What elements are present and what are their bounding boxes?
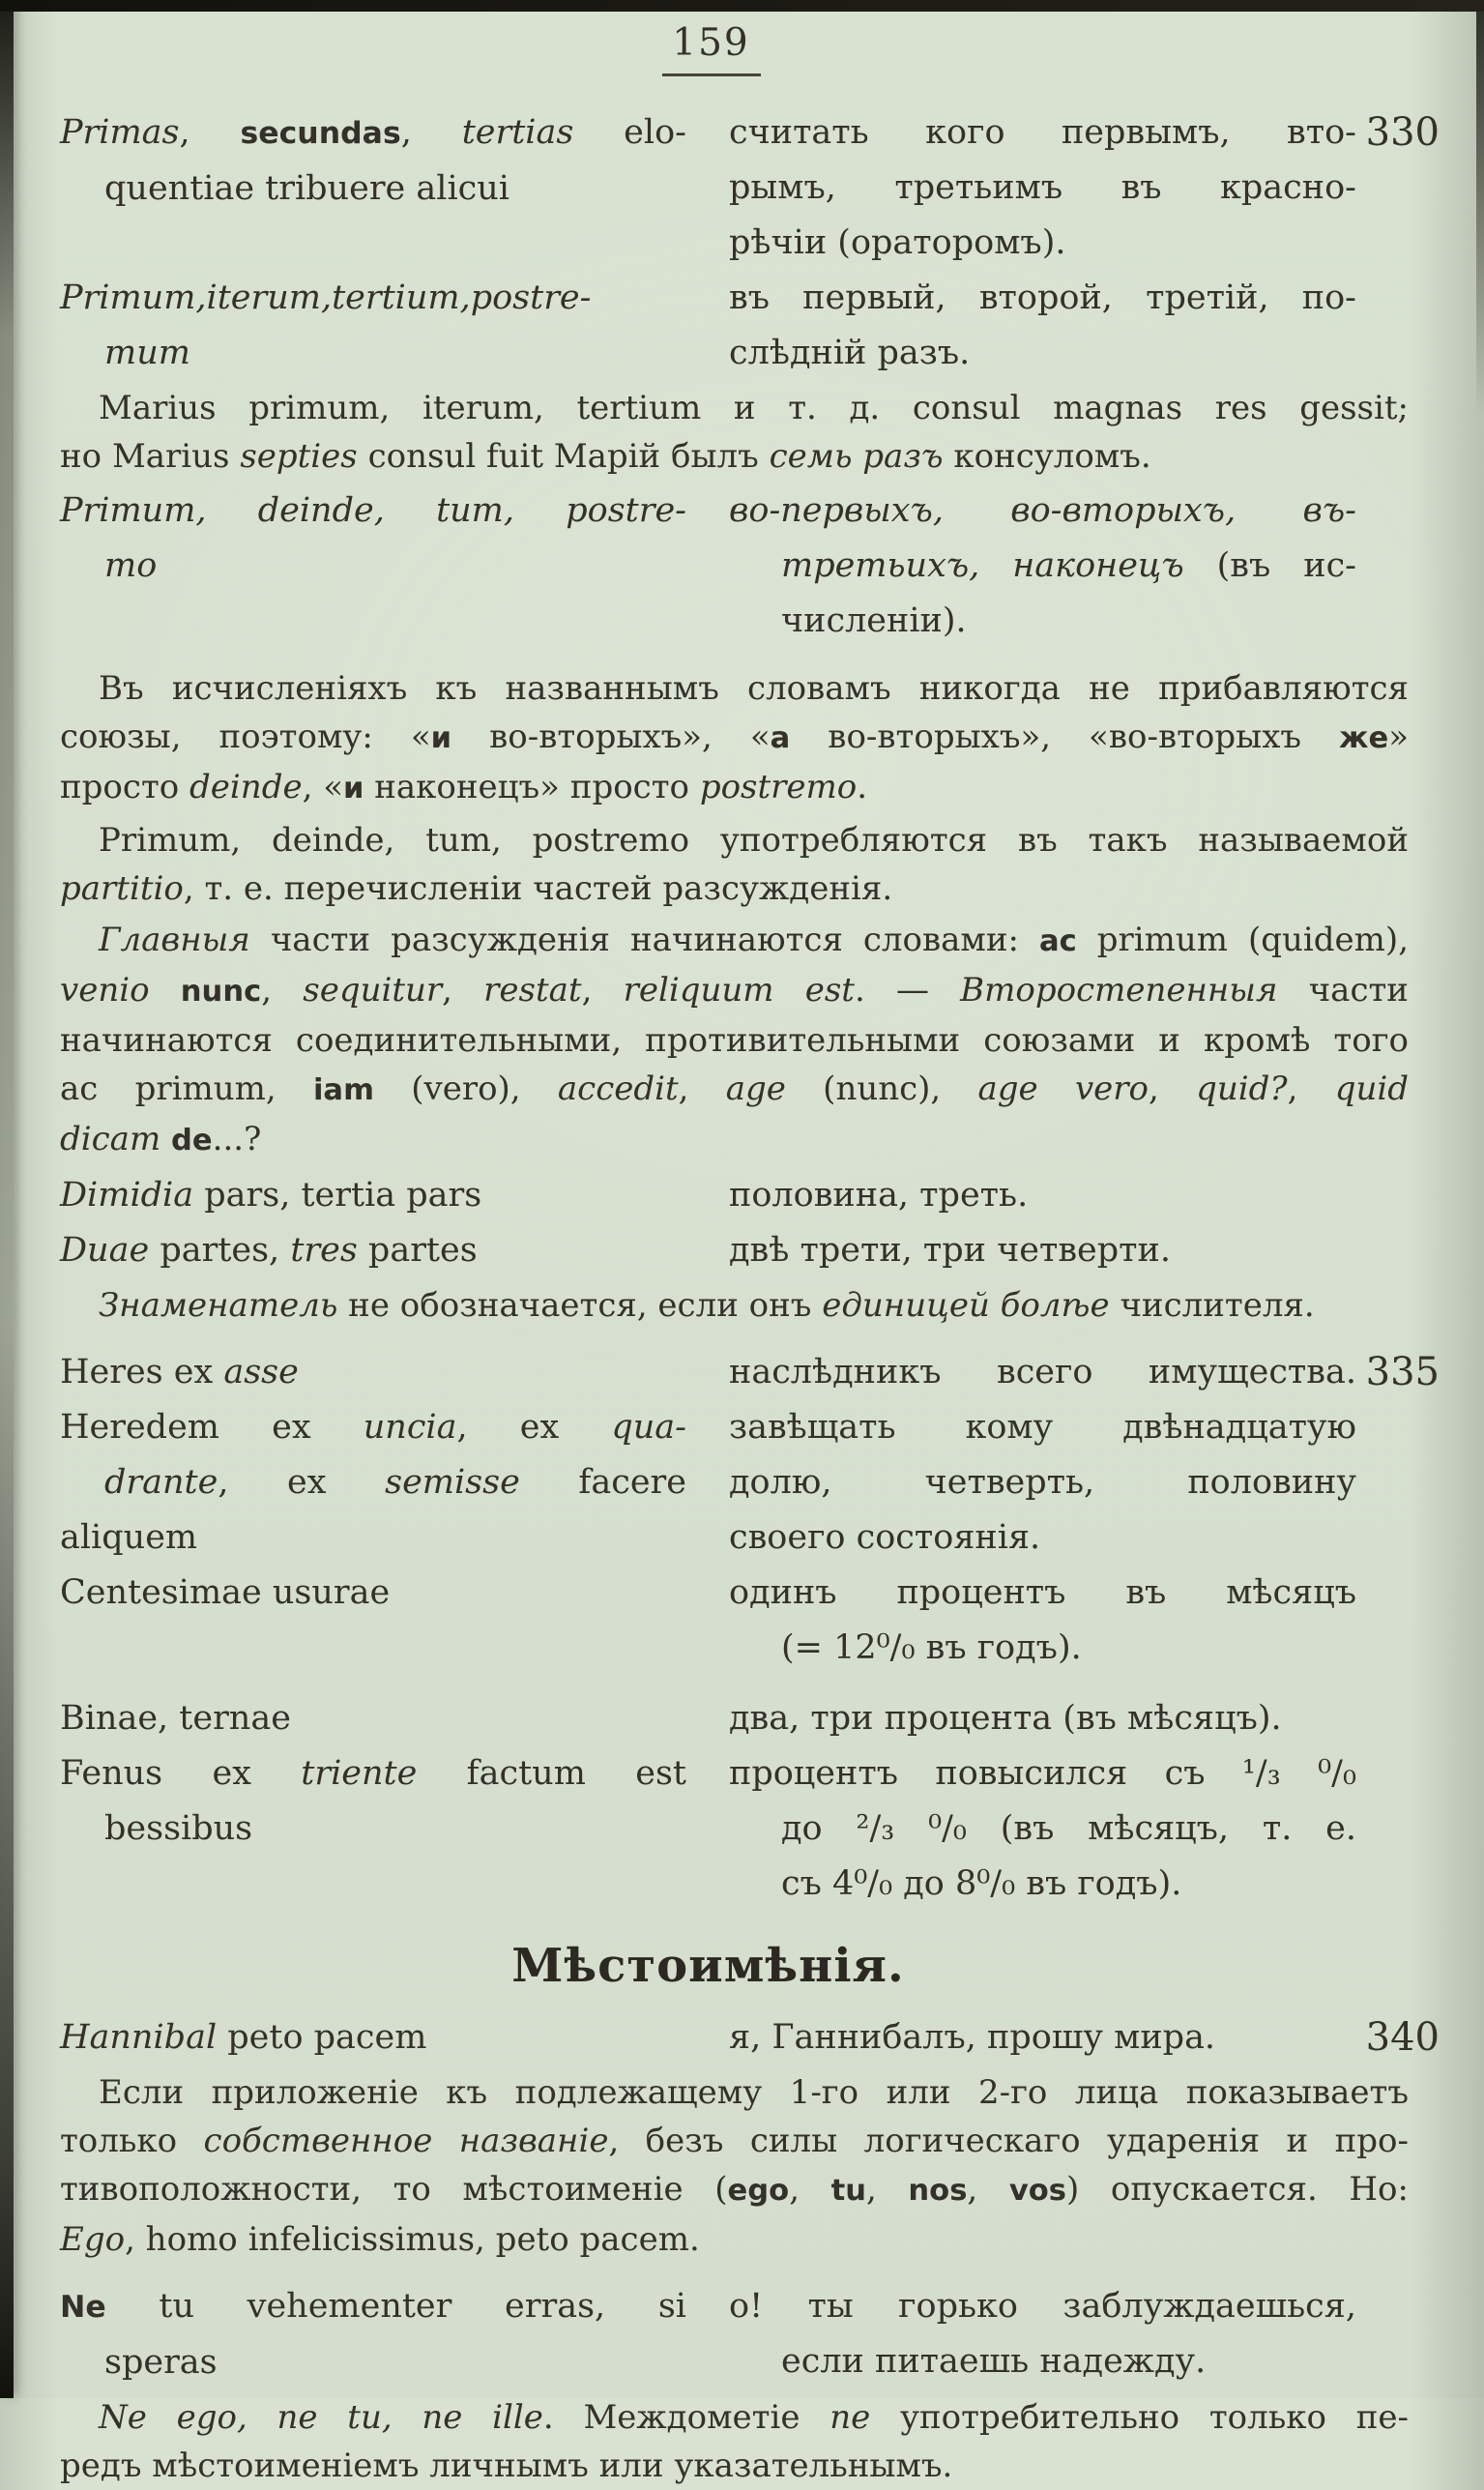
text-segment: semisse [385,1463,520,1502]
entry-row [60,1345,1440,1400]
russian-column [729,1566,1356,1676]
text-segment: ) опускается. Но: [1066,2170,1409,2209]
text-segment: долю, четверть, половину [729,1463,1356,1502]
text-segment: Primum, deinde, tum, postremo употребляются въ такъ называемой [99,821,1409,860]
text-line [60,664,1409,713]
text-segment: союзы, поэтому: « [60,718,431,756]
text-line [60,1281,1409,1330]
text-segment: тивоположности, то мѣстоименіе ( [60,2170,728,2209]
text-segment: . [857,768,868,806]
text-segment: рѣчіи (ораторомъ). [729,223,1066,262]
text-segment: просто [60,768,190,806]
text-segment: консуломъ. [943,437,1151,476]
text-segment: de [171,1124,213,1157]
text-segment: , [442,971,484,1010]
text-segment: age [725,1069,786,1108]
text-segment: наслѣдникъ всего имущества. [729,1353,1356,1391]
latin-column [60,1345,686,1400]
text-line [60,1455,686,1510]
text-segment: Primum, deinde, tum, postre- [60,491,686,530]
text-line [60,1016,1409,1065]
text-segment: , [1149,1069,1197,1108]
text-segment: я, Ганнибалъ, прошу мира. [729,2018,1216,2057]
text-line [60,539,686,594]
russian-column [729,1223,1356,1278]
text-segment: quid [1334,1069,1409,1108]
note-paragraph [60,816,1409,913]
text-line [729,1857,1356,1912]
text-line [60,763,1409,813]
text-segment: половина, треть. [729,1176,1029,1215]
text-segment: primum (quidem), [1076,921,1409,959]
entry-row [60,1746,1440,1912]
latin-column [60,2010,686,2065]
text-line [60,2393,1409,2442]
scan-edge-top [0,0,1484,12]
text-segment: (nunc), [785,1069,978,1108]
text-segment: своего состоянія. [729,1518,1041,1557]
latin-column [60,1691,686,1746]
text-segment: tertias [461,113,574,152]
russian-column [729,1691,1356,1746]
text-segment: » [1388,718,1410,756]
text-segment: единицей болѣе [822,1286,1110,1325]
margin-number: 340 [1365,2015,1440,2060]
russian-column [729,105,1356,271]
text-segment: , [1287,1069,1335,1108]
text-segment: о! ты горько заблуждаешься, [729,2287,1356,2326]
text-segment: семь разъ [769,437,944,476]
text-segment: Duae [60,1231,150,1270]
text-segment: употребительно только пе- [870,2398,1409,2437]
entry-row [60,1400,1440,1566]
text-segment: ego [727,2174,790,2208]
text-segment: ...? [212,1120,262,1158]
entry-row [60,105,1440,271]
text-segment: Ne ego, ne tu, ne ille [99,2398,543,2437]
text-segment: drante [104,1463,218,1502]
text-segment: только [60,2122,204,2160]
text-line [60,2165,1409,2215]
text-segment: , [400,113,462,152]
note-paragraph [60,384,1409,481]
text-segment: численіи). [781,601,967,640]
text-segment: . Междометіе [542,2398,830,2437]
text-segment: , [866,2170,909,2209]
page-number-rule [662,73,761,76]
page-number: 159 [672,21,750,65]
text-segment: , ex [456,1408,612,1447]
text-segment: Ego [60,2220,126,2259]
text-line [60,384,1409,432]
text-segment: , [261,971,304,1010]
text-line [60,916,1409,966]
latin-column [60,483,686,594]
text-segment: , т. е. перечисленіи частей разсужденія. [183,869,893,908]
text-line [60,2010,686,2065]
text-segment: третьихъ, наконецъ [781,546,1217,585]
text-segment: peto pacem [217,2018,427,2057]
text-segment: Primum,iterum,tertium,postre- [60,278,592,317]
section-heading: Мѣстоимѣнія. [511,1939,905,1993]
text-segment: aliquem [60,1518,198,1557]
latin-column [60,1746,686,1857]
entry-row [60,2279,1440,2390]
text-line [729,326,1356,381]
text-segment: sequitur [303,971,443,1010]
text-segment: начинаются соединительными, противительными союзами и кромѣ того [60,1021,1409,1060]
entry-row [60,483,1440,649]
entry-row [60,1691,1440,1746]
latin-column [60,105,686,217]
text-segment: elo- [573,113,686,152]
text-segment: а [770,721,791,755]
text-segment: secundas [240,116,401,151]
text-segment: Hannibal [60,2018,218,2057]
text-line [729,1455,1356,1510]
text-line [60,2335,686,2390]
text-segment: nunc [180,975,262,1009]
text-segment: triente [301,1754,418,1793]
text-segment: двѣ трети, три четверти. [729,1231,1171,1270]
text-segment: части [1277,971,1409,1010]
text-segment: tu [830,2174,866,2208]
text-line [60,864,1409,913]
text-line [60,1510,686,1566]
text-line [729,1746,1356,1802]
text-segment: же [1339,721,1389,755]
text-segment: Ne [60,2290,106,2325]
text-segment: quentiae tribuere alicui [104,169,509,208]
text-segment: Centesimae usurae [60,1573,391,1612]
text-line [60,1400,686,1455]
latin-column [60,1223,686,1278]
text-segment: . — [854,971,961,1010]
text-segment: рымъ, третьимъ въ красно- [729,168,1356,207]
text-segment: считать кого первымъ, вто- [729,113,1356,152]
text-segment: Главныя [99,921,250,959]
text-segment: съ 4⁰/₀ до 8⁰/₀ въ годъ). [781,1864,1182,1903]
text-line [60,2068,1409,2117]
text-line [60,271,686,326]
text-segment: septies [240,437,358,476]
text-segment: consul fuit Марій былъ [357,437,770,476]
text-line [60,2117,1409,2165]
text-line [729,1802,1356,1857]
text-line [729,2334,1356,2389]
text-line [729,1621,1356,1676]
text-line [60,966,1409,1016]
text-line [729,2010,1356,2065]
text-segment: Если приложеніе къ подлежащему 1-го или 2-го лица показываетъ [99,2073,1409,2112]
text-segment: собственное названіе [203,2122,609,2160]
text-segment: , [179,113,241,152]
latin-column [60,1168,686,1223]
margin-number: 330 [1365,110,1440,155]
text-segment: Fenus ex [60,1754,302,1793]
russian-column [729,2010,1356,2065]
text-segment: числителя. [1109,1286,1315,1325]
text-segment: до ²/₃ ⁰/₀ (въ мѣсяцъ, т. е. [781,1809,1356,1848]
text-line [729,271,1356,326]
text-segment [160,1120,171,1158]
text-segment: и [430,721,452,755]
text-segment: mo [104,546,158,585]
text-line [60,1065,1409,1115]
text-line [60,1223,686,1278]
text-segment: uncia [363,1408,457,1447]
text-segment: во-вторыхъ», « [451,718,771,756]
text-segment: два, три процента (въ мѣсяцъ). [729,1699,1282,1738]
text-line [729,1345,1356,1400]
text-segment: части разсужденія начинаются словами: [249,921,1039,959]
text-segment: Heredem ex [60,1408,364,1447]
note-paragraph [60,2068,1409,2264]
text-line [729,483,1356,539]
latin-column [60,271,686,381]
text-line [60,713,1409,763]
text-segment: postremo [699,768,858,806]
note-paragraph [60,916,1409,1165]
text-segment: partes, [149,1231,291,1270]
text-line [729,1168,1356,1223]
text-segment: процентъ повысился съ ¹/₃ ⁰/₀ [729,1754,1356,1793]
text-line [60,2279,686,2335]
text-segment: завѣщать кому двѣнадцатую [729,1408,1356,1447]
text-line [60,1566,686,1621]
entry-row [60,1168,1440,1223]
text-segment: (въ ис- [1216,546,1356,585]
text-segment: Въ исчисленіяхъ къ названнымъ словамъ никогда не прибавляются [99,669,1409,708]
margin-number: 335 [1365,1350,1440,1394]
entry-row [60,1223,1440,1278]
text-line [729,1223,1356,1278]
text-line [60,105,686,161]
text-segment: tu vehementer erras, si [105,2287,686,2326]
entry-row [60,271,1440,381]
text-segment: qua- [611,1408,686,1447]
text-segment: venio [60,971,181,1010]
text-segment: Binae, ternae [60,1699,291,1738]
text-segment: въ первый, второй, третій, по- [729,278,1356,317]
text-segment: одинъ процентъ въ мѣсяцъ [729,1573,1356,1612]
text-segment: deinde [189,768,303,806]
text-line [60,1345,686,1400]
text-line [60,161,686,217]
text-segment: и [343,772,364,806]
text-segment: (= 12⁰/₀ въ годъ). [781,1628,1082,1667]
text-segment: (vero), [373,1069,558,1108]
text-segment: если питаешь надежду. [781,2342,1207,2381]
text-line [729,1510,1356,1566]
russian-column [729,271,1356,381]
text-line [729,539,1356,594]
text-line [60,2442,1409,2490]
text-line [729,2279,1356,2334]
russian-column [729,1168,1356,1223]
entry-row [60,2010,1440,2065]
latin-column [60,2279,686,2390]
text-segment: factum est [417,1754,686,1793]
note-paragraph [60,1281,1409,1330]
text-segment: accedit [557,1069,679,1108]
text-segment: asse [223,1353,299,1391]
text-segment: , безъ силы логическаго ударенія и про- [608,2122,1409,2160]
text-segment: слѣдній разъ. [729,334,971,372]
latin-column [60,1566,686,1621]
text-segment: dicam [60,1120,161,1158]
text-segment: mum [104,334,190,372]
scan-edge-right [1476,0,1484,416]
text-segment: Heres ex [60,1353,224,1391]
russian-column [729,1345,1356,1400]
latin-column [60,1400,686,1566]
text-line [729,105,1356,161]
text-segment: speras [104,2343,218,2382]
document-body [60,105,1440,2490]
text-line [729,161,1356,216]
text-segment: tres [290,1231,358,1270]
text-segment: restat [483,971,582,1010]
text-segment: nos [908,2174,968,2208]
entry-row [60,1566,1440,1676]
text-segment: во-вторыхъ», «во-вторыхъ [790,718,1339,756]
text-line [60,1746,686,1802]
text-segment: наконецъ» просто [364,768,700,806]
text-segment: Primas [60,113,180,152]
text-segment: quid? [1196,1069,1288,1108]
russian-column [729,2279,1356,2389]
text-line [729,1400,1356,1455]
text-segment: pars, tertia pars [193,1176,482,1215]
text-line [60,483,686,539]
text-line [60,816,1409,864]
text-segment: , [678,1069,726,1108]
text-segment: во-первыхъ, во-вторыхъ, въ- [729,491,1356,530]
text-segment: , [789,2170,831,2209]
note-paragraph [60,664,1409,813]
text-segment: не обозначается, если онъ [337,1286,823,1325]
text-segment: , ex [218,1463,386,1502]
text-segment: ac primum, [60,1069,313,1108]
text-segment: partes [357,1231,478,1270]
russian-column [729,483,1356,649]
text-line [60,2215,1409,2264]
text-segment: Знаменатель [99,1286,338,1325]
text-line [729,594,1356,649]
text-segment: Marius primum, iterum, tertium и т. д. consul magnas res gessit; [99,389,1409,427]
text-segment: age vero [977,1069,1149,1108]
text-line [729,1691,1356,1746]
text-segment: partitio [60,869,184,908]
text-line [60,1168,686,1223]
text-segment: , « [302,768,343,806]
text-line [60,1691,686,1746]
text-segment: , [967,2170,1009,2209]
text-segment: но Marius [60,437,241,476]
text-line [60,1115,1409,1165]
text-segment: редъ мѣстоименіемъ личнымъ или указательнымъ. [60,2446,953,2485]
text-segment: reliquum est [623,971,855,1010]
text-line [60,326,686,381]
text-line [729,1566,1356,1621]
text-segment: facere [519,1463,686,1502]
page [23,12,1474,2485]
text-segment: vos [1008,2174,1066,2208]
text-segment: ac [1038,924,1077,958]
text-line [60,1802,686,1857]
text-segment: ne [829,2398,871,2437]
text-segment: bessibus [104,1809,253,1848]
note-paragraph [60,2393,1409,2490]
russian-column [729,1400,1356,1566]
text-segment: Dimidia [60,1176,194,1215]
russian-column [729,1746,1356,1912]
text-segment: , homo infelicissimus, peto pacem. [125,2220,700,2259]
text-line [729,216,1356,271]
text-segment: , [581,971,624,1010]
text-segment: Второстепенныя [960,971,1278,1010]
scan-edge-left [0,0,14,2398]
text-line [60,432,1409,481]
text-segment: iam [312,1073,374,1107]
